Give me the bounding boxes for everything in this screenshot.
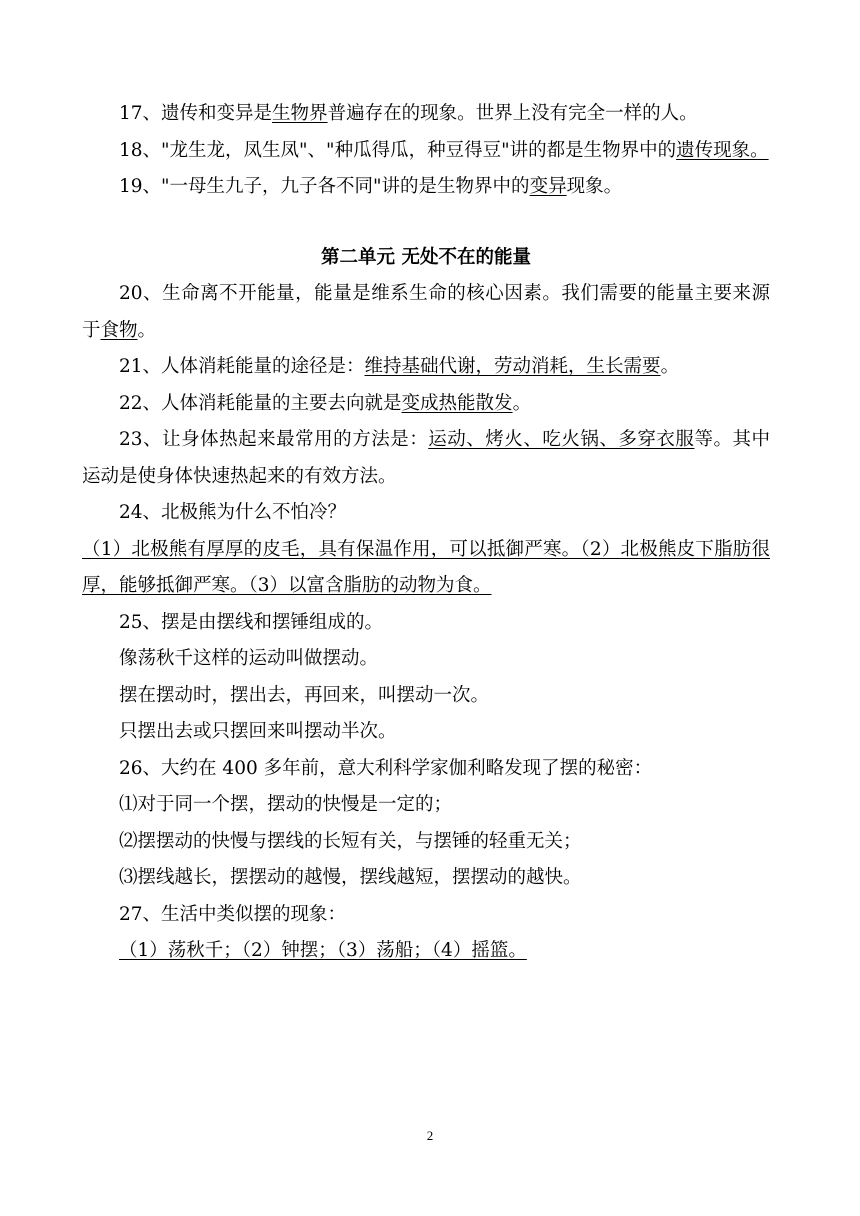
- item-25-line-3: 摆在摆动时，摆出去，再回来，叫摆动一次。: [119, 684, 490, 706]
- item-24-answer-text: （1）北极熊有厚厚的皮毛，具有保温作用，可以抵御严寒。（2）北极熊皮下脂肪很厚，能够抵御严寒。（3）以富含脂肪的动物为食。: [82, 538, 770, 596]
- item-22-text-end: 。: [512, 392, 532, 414]
- item-20-answer: 食物: [100, 319, 138, 341]
- item-22-answer: 变成热能散发: [401, 392, 513, 414]
- item-23-text-end: 等。其中运动是使身体快速热起来的有效方法。: [82, 429, 770, 487]
- item-19-answer: 变异: [529, 176, 567, 197]
- item-17-answer: 生物界: [272, 103, 328, 124]
- item-21-answer: 维持基础代谢，劳动消耗，生长需要: [364, 356, 661, 377]
- item-20-text: 20、生命离不开能量，能量是维系生命的核心因素。我们需要的能量主要来源于: [82, 283, 770, 341]
- item-26-line-2: ⑴对于同一个摆，摆动的快慢是一定的；: [119, 794, 453, 815]
- item-18-answer: 遗传现象。: [676, 139, 769, 161]
- item-27-answer-text: （1）荡秋千；（2）钟摆；（3）荡船；（4）摇篮。: [119, 940, 527, 961]
- unit-title: 第二单元 无处不在的能量: [321, 246, 531, 268]
- item-21-text-end: 。: [660, 356, 680, 377]
- item-19-text-end: 现象。: [566, 176, 623, 197]
- item-21: [82, 349, 770, 386]
- item-20-text-end: 。: [137, 319, 157, 341]
- item-22-text: 22、人体消耗能量的主要去向就是: [119, 392, 402, 414]
- item-23-answer: 运动、烤火、吃火锅、多穿衣服: [428, 429, 695, 450]
- item-18: [82, 133, 770, 170]
- item-23-text: 23、让身体热起来最常用的方法是：: [119, 429, 429, 450]
- item-17-text-end: 普遍存在的现象。世界上没有完全一样的人。: [327, 103, 698, 124]
- item-18-text: 18、"龙生龙，凤生凤"、"种瓜得瓜，种豆得豆"讲的都是生物界中的: [119, 139, 677, 161]
- document-page: [82, 96, 770, 970]
- item-25-line-1: 25、摆是由摆线和摆锤组成的。: [119, 611, 384, 633]
- item-24-answer: [82, 532, 770, 605]
- item-19-text: 19、"一母生九子，九子各不同"讲的是生物界中的: [119, 176, 530, 197]
- section-spacer: [82, 206, 770, 240]
- item-26-line-4: ⑶摆线越长，摆摆动的越慢，摆线越短，摆摆动的越快。: [119, 867, 582, 888]
- item-27-answer: [82, 933, 770, 970]
- item-27-line-1: 27、生活中类似摆的现象：: [119, 903, 347, 925]
- item-20: [82, 276, 770, 349]
- item-17: [82, 96, 770, 133]
- item-25-line-2: 像荡秋千这样的运动叫做摆动。: [119, 648, 379, 669]
- item-21-text: 21、人体消耗能量的途径是：: [119, 356, 365, 377]
- item-24-question: 24、北极熊为什么不怕冷？: [119, 502, 347, 523]
- page-number: 2: [426, 1128, 434, 1143]
- item-26-line-1: 26、大约在 400 多年前，意大利科学家伽利略发现了摆的秘密：: [119, 757, 653, 779]
- item-25-line-4: 只摆出去或只摆回来叫摆动半次。: [119, 721, 397, 742]
- item-17-text: 17、遗传和变异是: [119, 103, 273, 124]
- item-22: [82, 386, 770, 423]
- item-23: [82, 422, 770, 495]
- item-26-line-3: ⑵摆摆动的快慢与摆线的长短有关，与摆锤的轻重无关；: [119, 830, 582, 852]
- item-19: [82, 169, 770, 206]
